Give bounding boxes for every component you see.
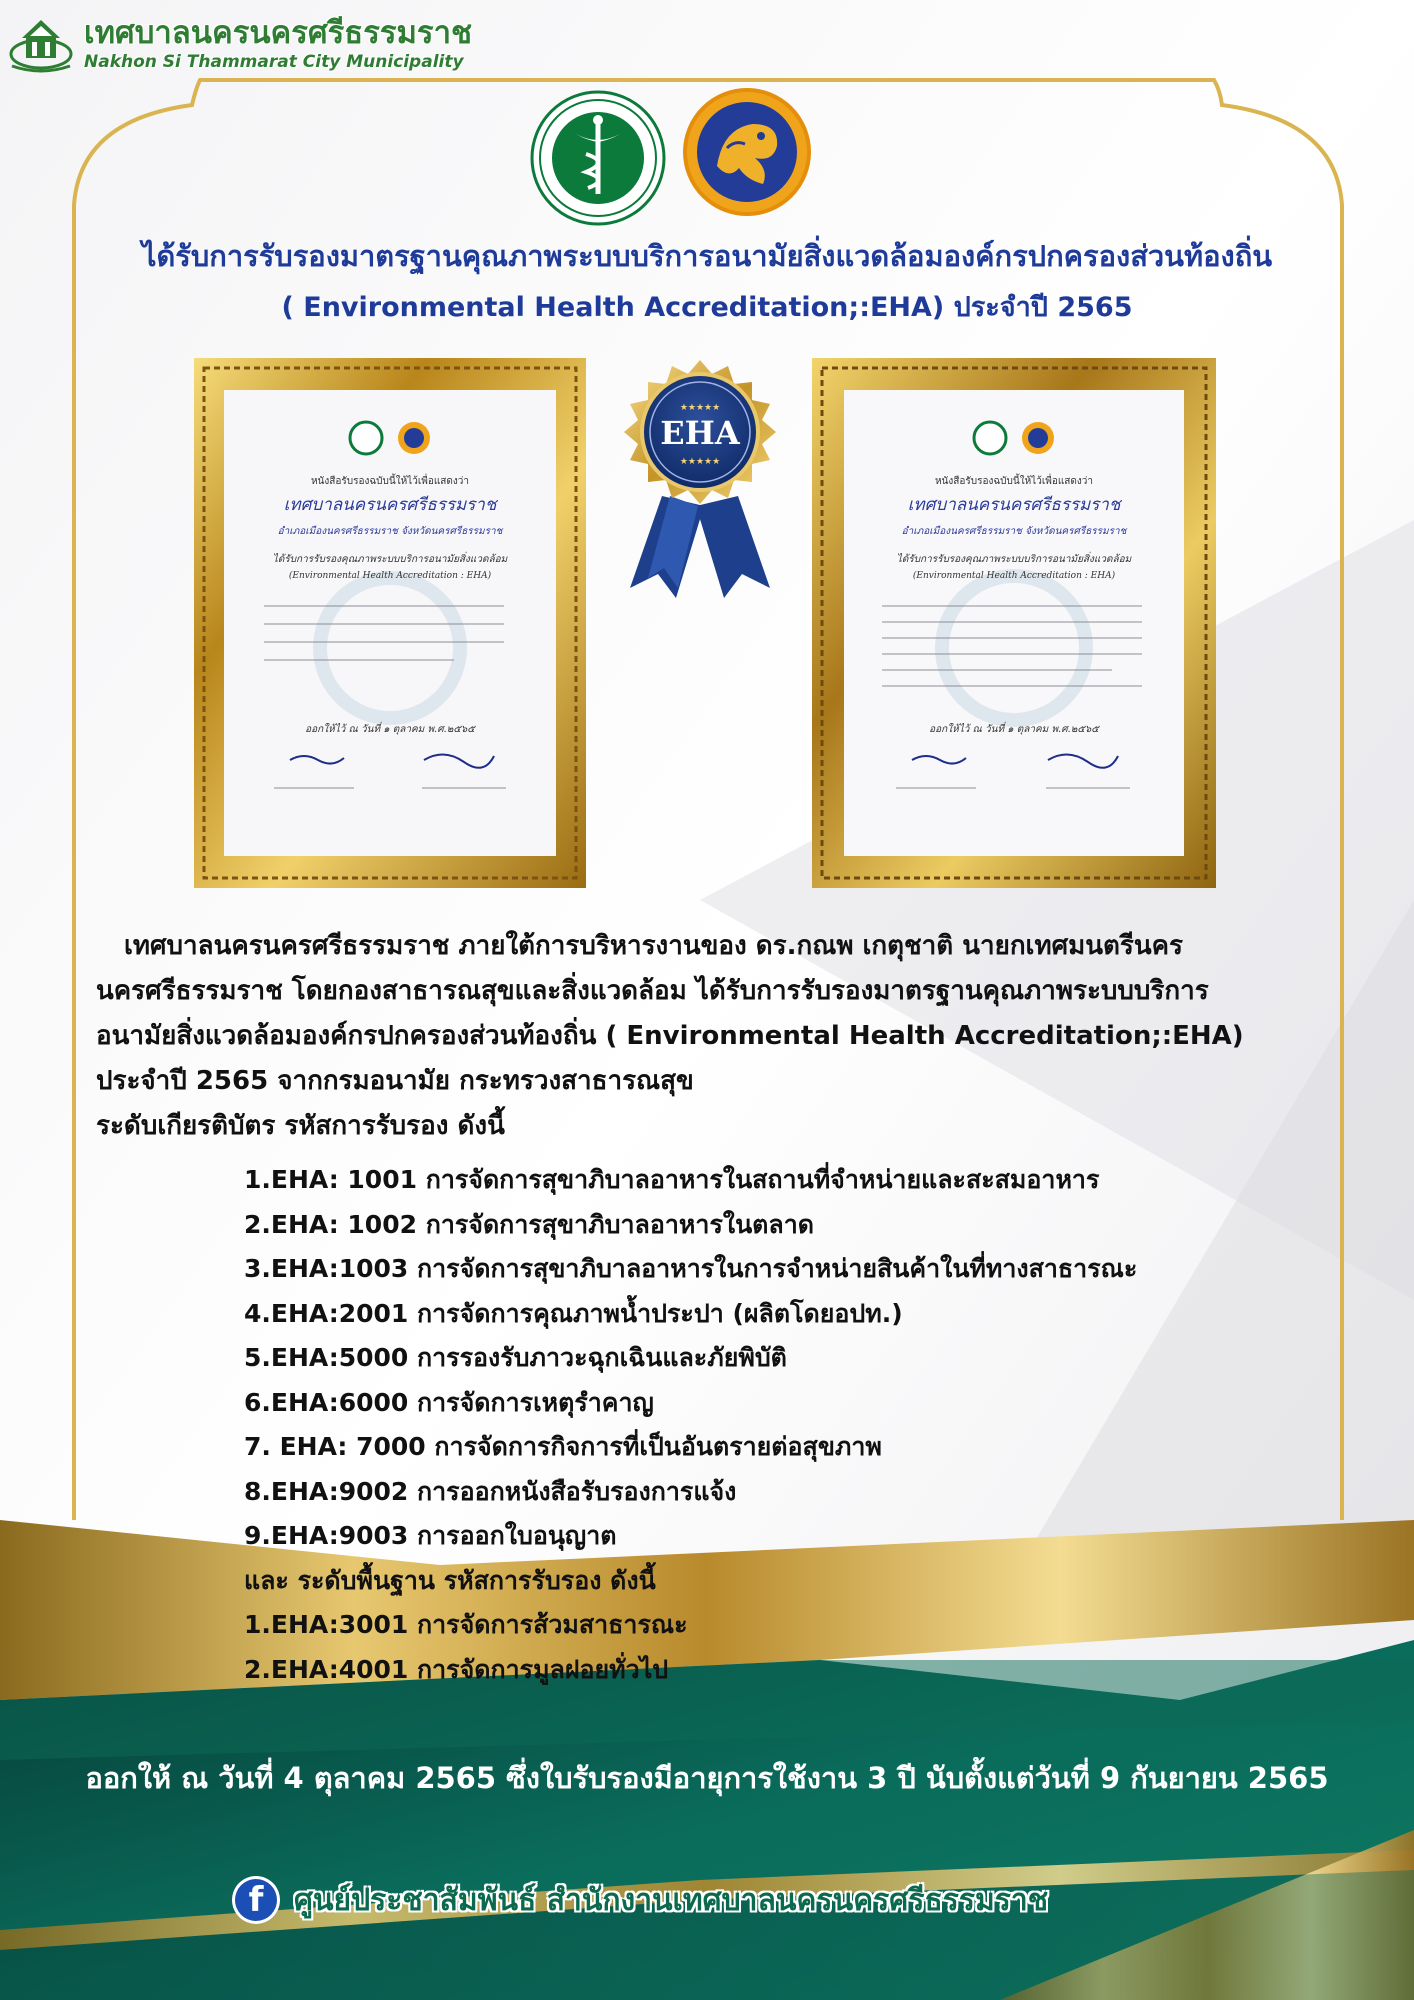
certificate-right-district: อำเภอเมืองนครศรีธรรมราช จังหวัดนครศรีธรรมราช	[901, 526, 1127, 537]
certificate-left-date: ออกให้ไว้ ณ วันที่ ๑ ตุลาคม พ.ศ.๒๕๖๕	[305, 724, 475, 735]
list-item: 3.EHA:1003 การจัดการสุขาภิบาลอาหารในการจำหน่ายสินค้าในที่ทางสาธารณะ	[244, 1254, 1138, 1283]
ministry-of-public-health-seal-icon	[530, 90, 666, 226]
certificate-left-header: หนังสือรับรองฉบับนี้ให้ไว้เพื่อแสดงว่า	[310, 476, 470, 487]
svg-text:★★★★★: ★★★★★	[679, 457, 721, 467]
brand-name-thai: เทศบาลนครนครศรีธรรมราช	[84, 15, 473, 51]
svg-text:★★★★★: ★★★★★	[679, 403, 721, 413]
paragraph-line: นครศรีธรรมราช โดยกองสาธารณสุขและสิ่งแวดล้อม ได้รับการรับรองมาตรฐานคุณภาพระบบบริการ	[96, 976, 1209, 1006]
accreditation-list	[244, 1158, 1324, 1692]
announcement-paragraph	[96, 924, 1346, 1149]
basic-level-heading: และ ระดับพื้นฐาน รหัสการรับรอง ดังนี้	[244, 1565, 656, 1595]
certificate-frame-right	[812, 358, 1216, 888]
eha-award-badge	[600, 356, 800, 600]
certificate-left-district: อำเภอเมืองนครศรีธรรมราช จังหวัดนครศรีธรรมราช	[277, 526, 503, 537]
certificate-right-eha: (Environmental Health Accreditation : EHA)	[912, 571, 1116, 581]
page-title-thai: ได้รับการรับรองมาตรฐานคุณภาพระบบบริการอนามัยสิ่งแวดล้อมองค์กรปกครองส่วนท้องถิ่น	[141, 239, 1273, 273]
certificate-right-header: หนังสือรับรองฉบับนี้ให้ไว้เพื่อแสดงว่า	[934, 476, 1094, 487]
list-item: 2.EHA: 1002 การจัดการสุขาภิบาลอาหารในตลาด	[244, 1209, 814, 1239]
certificate-frame-left	[194, 358, 586, 888]
facebook-icon[interactable]: f	[232, 1876, 280, 1924]
list-item: 6.EHA:6000 การจัดการเหตุรำคาญ	[244, 1387, 654, 1417]
list-item: 1.EHA: 1001 การจัดการสุขาภิบาลอาหารในสถานที่จำหน่ายและสะสมอาหาร	[244, 1165, 1100, 1194]
list-item: 4.EHA:2001 การจัดการคุณภาพน้ำประปา (ผลิตโดยอปท.)	[244, 1298, 903, 1328]
eha-badge-label: EHA	[660, 414, 740, 452]
certificate-right-date: ออกให้ไว้ ณ วันที่ ๑ ตุลาคม พ.ศ.๒๕๖๕	[929, 724, 1099, 735]
footer-pr-label: ศูนย์ประชาสัมพันธ์ สำนักงานเทศบาลนครนครศรีธรรมราช	[294, 1882, 1049, 1918]
certificate-left-eha: (Environmental Health Accreditation : EHA)	[288, 571, 492, 581]
ministry-of-interior-seal-icon	[683, 88, 811, 216]
list-item: 5.EHA:5000 การรองรับภาวะฉุกเฉินและภัยพิบัติ	[244, 1343, 787, 1372]
list-item: 7. EHA: 7000 การจัดการกิจการที่เป็นอันตรายต่อสุขภาพ	[244, 1432, 882, 1461]
certificate-right-name: เทศบาลนครนครศรีธรรมราช	[907, 495, 1121, 515]
certificate-left-name: เทศบาลนครนครศรีธรรมราช	[283, 495, 497, 515]
footer-pr-center	[232, 1876, 1048, 1924]
paragraph-line: ประจำปี 2565 จากกรมอนามัย กระทรวงสาธารณสุข	[96, 1066, 694, 1096]
brand-name-english: Nakhon Si Thammarat City Municipality	[84, 52, 464, 72]
paragraph-line: อนามัยสิ่งแวดล้อมองค์กรปกครองส่วนท้องถิ่น ( Environmental Health Accreditation;:EHA)	[96, 1021, 1244, 1051]
list-item: 1.EHA:3001 การจัดการส้วมสาธารณะ	[244, 1610, 688, 1639]
issued-date-statement: ออกให้ ณ วันที่ 4 ตุลาคม 2565 ซึ่งใบรับรองมีอายุการใช้งาน 3 ปี นับตั้งแต่วันที่ 9 กันยายน 2565	[85, 1761, 1329, 1795]
list-item: 9.EHA:9003 การออกใบอนุญาต	[244, 1521, 617, 1550]
paragraph-line: เทศบาลนครนครศรีธรรมราช ภายใต้การบริหารงานของ ดร.กณพ เกตุชาติ นายกเทศมนตรีนคร	[124, 931, 1183, 961]
paragraph-line: ระดับเกียรติบัตร รหัสการรับรอง ดังนี้	[96, 1111, 505, 1141]
certificate-right-statement: ได้รับการรับรองคุณภาพระบบบริการอนามัยสิ่งแวดล้อม	[896, 554, 1132, 565]
page-title-english: ( Environmental Health Accreditation;:EHA) ประจำปี 2565	[281, 292, 1133, 323]
municipality-logo-icon	[8, 14, 74, 74]
list-item: 8.EHA:9002 การออกหนังสือรับรองการแจ้ง	[244, 1476, 737, 1506]
municipality-brand	[8, 14, 472, 74]
list-item: 2.EHA:4001 การจัดการมูลฝอยทั่วไป	[244, 1654, 669, 1684]
certificate-left-statement: ได้รับการรับรองคุณภาพระบบบริการอนามัยสิ่งแวดล้อม	[272, 554, 508, 565]
